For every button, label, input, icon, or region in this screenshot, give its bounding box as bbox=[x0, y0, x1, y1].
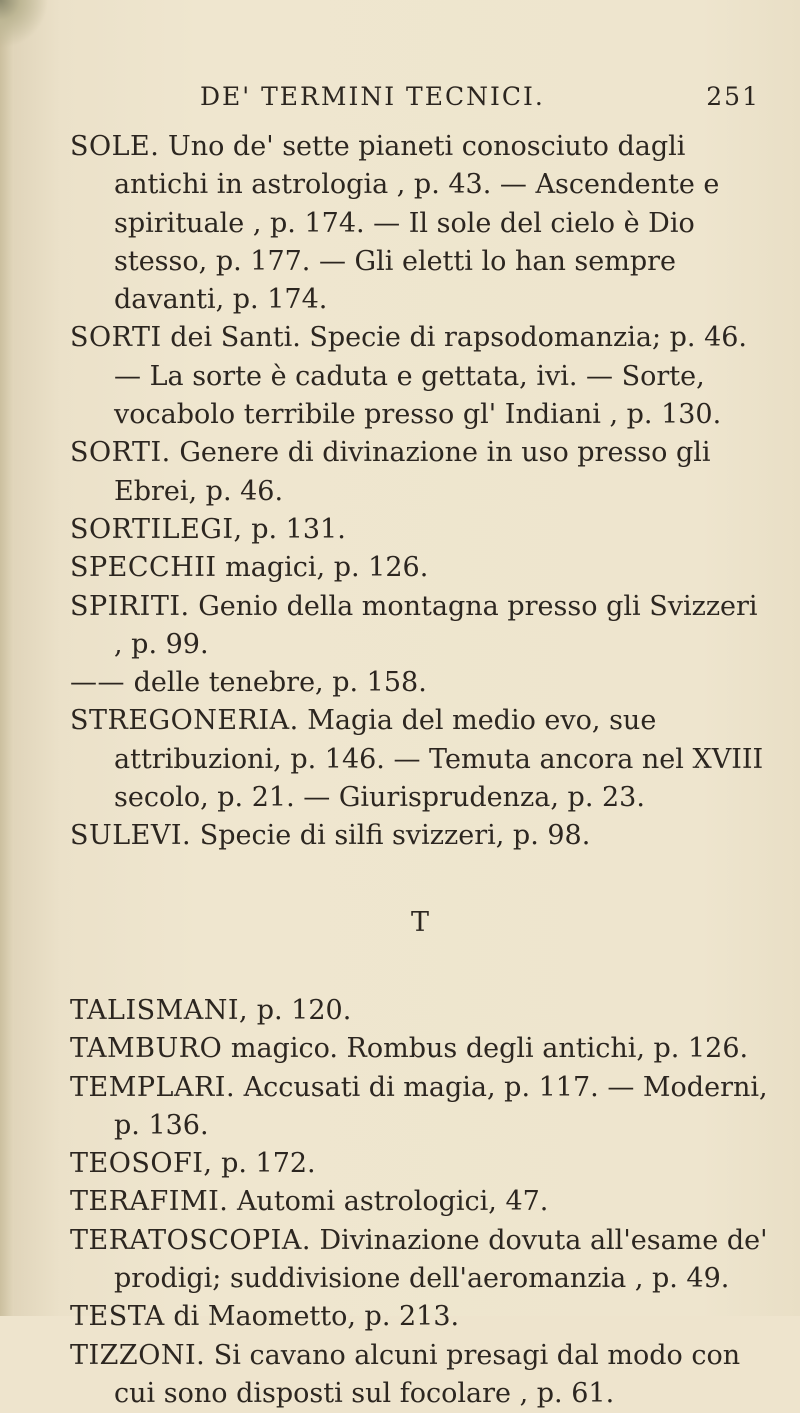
index-entry bbox=[70, 588, 770, 665]
page-number: 251 bbox=[706, 82, 760, 111]
index-entry bbox=[70, 128, 770, 319]
entry-body: Specie di silfi svizzeri, p. 98. bbox=[199, 820, 591, 852]
entry-body: Divinazione dovuta all'esame de' prodigi; suddivisione dell'aeromanzia , p. 49. bbox=[114, 1224, 768, 1295]
entry-body: magico. Rombus degli antichi, p. 126. bbox=[230, 1033, 749, 1065]
entry-body: Si cavano alcuni presagi dal modo con cui sono disposti sul focolare , p. 61. bbox=[114, 1339, 741, 1409]
index-entry bbox=[70, 319, 770, 434]
entry-head: TEOSOFI, bbox=[70, 1148, 213, 1180]
index-entry bbox=[70, 992, 770, 1030]
entry-body: p. 120. bbox=[256, 994, 352, 1026]
page-stain bbox=[0, 0, 50, 50]
page-gutter bbox=[0, 0, 14, 1316]
index-entry bbox=[70, 817, 770, 855]
index-entry bbox=[70, 549, 770, 587]
entry-body: Automi astrologici, 47. bbox=[236, 1186, 549, 1218]
entry-head: TERAFIMI. bbox=[70, 1186, 229, 1218]
index-entry bbox=[70, 702, 770, 817]
running-title: DE' TERMINI TECNICI. bbox=[200, 82, 545, 111]
running-header bbox=[200, 82, 760, 122]
entry-body: p. 172. bbox=[221, 1148, 316, 1180]
entry-head: TIZZONI. bbox=[70, 1339, 206, 1371]
section-letter: T bbox=[410, 906, 429, 938]
entry-body: Accusati di magia, p. 117. — Moderni, p. 136. bbox=[114, 1071, 768, 1141]
entry-head: TERATOSCOPIA. bbox=[70, 1224, 311, 1256]
entry-head: TEMPLARI. bbox=[70, 1071, 236, 1103]
index-entry bbox=[70, 1298, 770, 1336]
index-entry bbox=[70, 1222, 770, 1299]
entry-head: SOLE. bbox=[70, 131, 160, 162]
entry-head: TALISMANI, bbox=[70, 994, 249, 1026]
index-entry bbox=[70, 1030, 770, 1068]
entry-body: Genere di divinazione in uso presso gli Ebrei, p. 46. bbox=[114, 437, 711, 507]
entry-head: TESTA bbox=[70, 1301, 165, 1333]
entry-body: delle tenebre, p. 158. bbox=[133, 667, 427, 699]
entry-head: STREGONERIA. bbox=[70, 705, 299, 737]
entry-body: di Maometto, p. 213. bbox=[173, 1301, 460, 1333]
entry-head: SULEVI. bbox=[70, 820, 192, 852]
entry-head: SORTI. bbox=[70, 437, 171, 469]
entry-head: SORTI bbox=[70, 322, 162, 354]
index-entry bbox=[70, 1145, 770, 1183]
entry-head: SORTILEGI, bbox=[70, 513, 243, 545]
entries-t bbox=[70, 992, 770, 1413]
entries-s bbox=[70, 128, 770, 856]
entry-body: magici, p. 126. bbox=[225, 552, 429, 584]
index-entry bbox=[70, 1183, 770, 1221]
index-entry bbox=[70, 434, 770, 511]
entry-head: TAMBURO bbox=[70, 1033, 223, 1065]
index-entry bbox=[70, 511, 770, 549]
entry-body: Genio della montagna presso gli Svizzeri , p. 99. bbox=[114, 590, 758, 660]
entry-head: SPECCHII bbox=[70, 552, 217, 584]
index-entry bbox=[70, 664, 770, 702]
entry-head: —— bbox=[70, 667, 125, 699]
entry-body: dei Santi. Specie di rapsodomanzia; p. 46. — La sorte è caduta e gettata, ivi. — Sorte, vocabolo terribile presso gl' Indiani , p. 130. bbox=[114, 322, 748, 431]
entry-head: SPIRITI. bbox=[70, 590, 190, 622]
index-entry bbox=[70, 1069, 770, 1146]
entry-body: p. 131. bbox=[251, 513, 346, 545]
entry-body: Uno de' sette pianeti conosciuto dagli antichi in astrologia , p. 43. — Ascendente e spirituale , p. 174. — Il sole del cielo è Dio stesso, p. 177. — Gli eletti lo han sempre davanti, p. 174. bbox=[114, 131, 720, 316]
entry-body: Magia del medio evo, sue attribuzioni, p. 146. — Temuta ancora nel XVIII secolo, p. 21. — Giurisprudenza, p. 23. bbox=[114, 705, 764, 814]
index-entry bbox=[70, 1337, 770, 1413]
index-text bbox=[70, 128, 770, 1413]
